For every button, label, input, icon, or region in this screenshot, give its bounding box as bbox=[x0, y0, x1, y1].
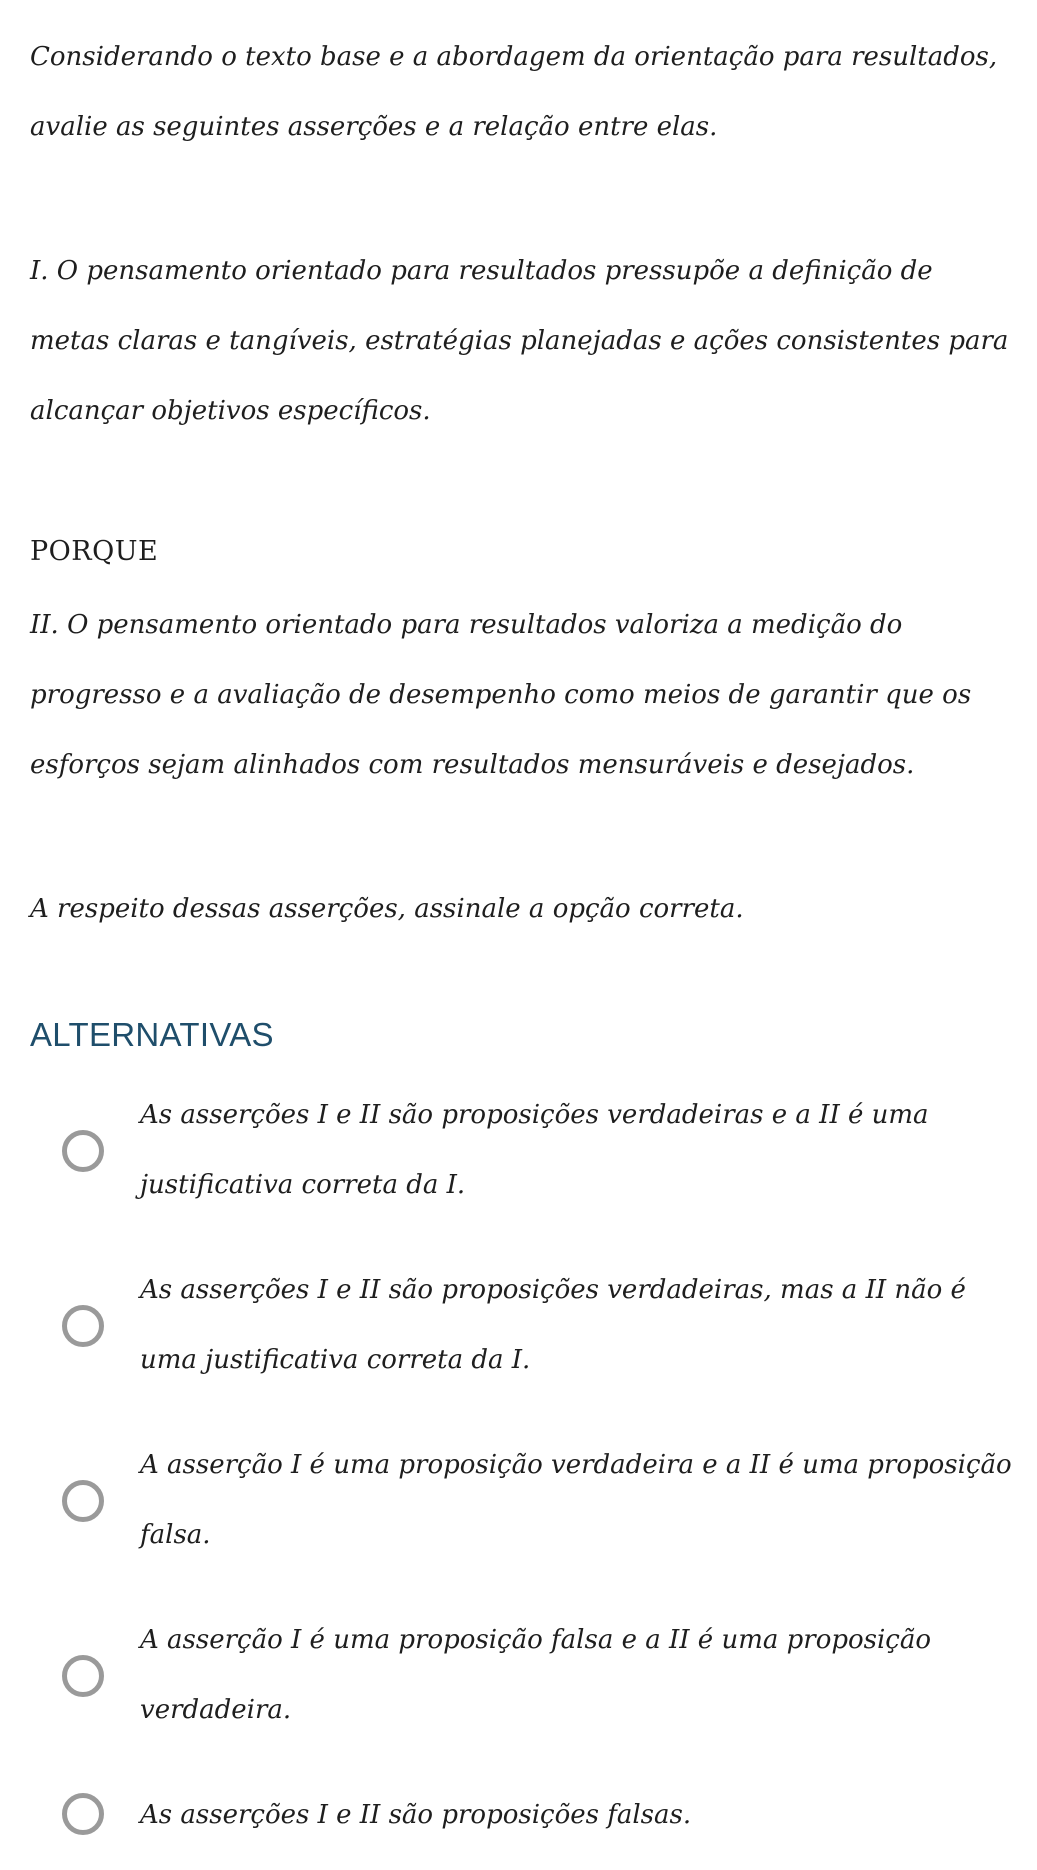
option-d-line: A asserção I é uma proposição falsa e a II é uma proposição bbox=[140, 1625, 932, 1655]
alternatives-heading: ALTERNATIVAS bbox=[30, 1016, 274, 1053]
assertion-2-line: esforços sejam alinhados com resultados mensuráveis e desejados. bbox=[30, 750, 915, 780]
option-e-radio[interactable] bbox=[62, 1793, 104, 1835]
assertion-2-line: II. O pensamento orientado para resultados valoriza a medição do bbox=[30, 610, 903, 640]
question-instruction-line: A respeito dessas asserções, assinale a opção correta. bbox=[30, 894, 744, 924]
option-c-radio[interactable] bbox=[62, 1480, 104, 1522]
option-a-text[interactable] bbox=[140, 1100, 1020, 1240]
option-b-radio[interactable] bbox=[62, 1305, 104, 1347]
option-b-line: uma justificativa correta da I. bbox=[140, 1345, 531, 1375]
option-d-line: verdadeira. bbox=[140, 1695, 292, 1725]
option-d-radio[interactable] bbox=[62, 1655, 104, 1697]
option-a-line: As asserções I e II são proposições verdadeiras e a II é uma bbox=[140, 1100, 929, 1130]
assertion-1-line: alcançar objetivos específicos. bbox=[30, 396, 431, 426]
assertion-2-line: progresso e a avaliação de desempenho como meios de garantir que os bbox=[30, 680, 972, 710]
assertion-2 bbox=[30, 610, 990, 820]
assertion-1-line: I. O pensamento orientado para resultados pressupõe a definição de bbox=[30, 256, 933, 286]
option-b-text[interactable] bbox=[140, 1275, 1020, 1415]
option-d-text[interactable] bbox=[140, 1625, 1020, 1765]
option-c-text[interactable] bbox=[140, 1450, 1020, 1590]
option-b-line: As asserções I e II são proposições verdadeiras, mas a II não é bbox=[140, 1275, 966, 1305]
option-c-line: falsa. bbox=[140, 1520, 211, 1550]
connector-porque: PORQUE bbox=[30, 536, 159, 567]
option-a-radio[interactable] bbox=[62, 1130, 104, 1172]
question-intro-line: Considerando o texto base e a abordagem da orientação para resultados, bbox=[30, 42, 998, 72]
option-c-line: A asserção I é uma proposição verdadeira e a II é uma proposição bbox=[140, 1450, 1012, 1480]
assertion-1 bbox=[30, 256, 1009, 466]
option-e-text[interactable] bbox=[140, 1800, 1020, 1870]
question-instruction bbox=[30, 894, 990, 964]
assertion-1-line: metas claras e tangíveis, estratégias planejadas e ações consistentes para bbox=[30, 326, 1009, 356]
option-a-line: justificativa correta da I. bbox=[140, 1170, 466, 1200]
question-intro bbox=[30, 42, 998, 182]
option-e-line: As asserções I e II são proposições falsas. bbox=[140, 1800, 692, 1830]
question-intro-line: avalie as seguintes asserções e a relação entre elas. bbox=[30, 112, 718, 142]
